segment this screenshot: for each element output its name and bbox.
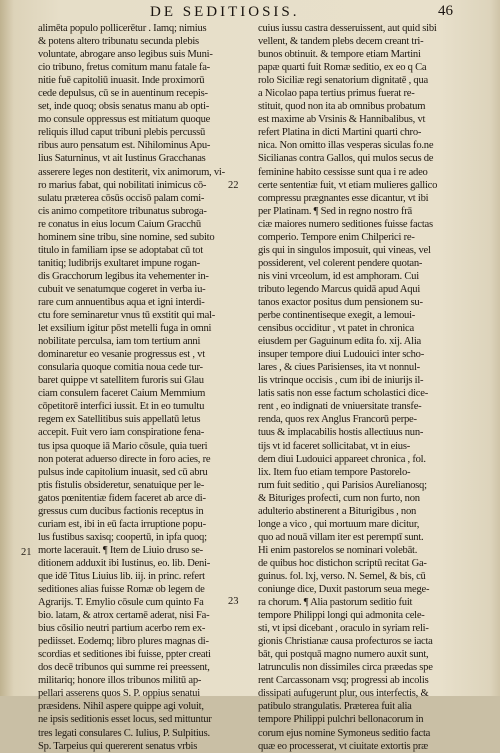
text-line: præsidens. Nihil aspere quippe agi voluit, xyxy=(38,701,204,713)
text-line: gionis Christianæ causa profecturos se iacta xyxy=(258,636,433,648)
text-line: quæ eo processerat, vt ciuitate extortis præ xyxy=(258,740,428,752)
text-line: militariq; honore illos tribunos militū ap- xyxy=(38,675,202,687)
text-line: cio tribuno, fretus comitum manu fatale fa- xyxy=(38,62,210,74)
text-line: patibulo strangulatis. Præterea fuit alia xyxy=(258,701,412,713)
text-line: rent Carcassonam vsq; progressi ab incolis xyxy=(258,675,429,687)
text-line: lix. Item fuo etiam tempore Pastorelo- xyxy=(258,466,411,478)
text-line: adulterio abstinerent a Biturigibus , non xyxy=(258,505,417,517)
text-line: dominaretur eo vesanie progressus est , vt xyxy=(38,349,205,361)
text-line: cubuit ve senatumque cogeret in verba iu- xyxy=(38,283,206,295)
text-line: pediisset. Eodemq; libro plures magnas di- xyxy=(38,636,209,648)
text-line: ne ipsis seditionis esset locus, sed mittuntur xyxy=(38,714,212,726)
text-line: ribus auro pensatum est. Nihilominus Apu- xyxy=(38,140,211,152)
text-line: tanos exactor positus dum pensionem su- xyxy=(258,296,423,308)
text-line: insuper tempore diui Ludouici inter scho- xyxy=(258,349,424,361)
text-line: nis vini vrceolum, id est amphoram. Cui xyxy=(258,270,419,282)
text-line: rent , eo indignati de vniuersitate transfe- xyxy=(258,401,422,413)
text-line: cuius iussu castra desseruissent, aut quid sibi xyxy=(258,23,437,34)
text-line: a Nicolao papa tertius primus fuerat re- xyxy=(258,88,415,100)
right-text-column xyxy=(258,22,470,753)
text-line: tempore Philippi longi qui admonita cele- xyxy=(258,610,425,622)
text-line: Sicilianas contra Gallos, qui mulos secus de xyxy=(258,153,434,165)
text-line: pulsus inde capitolium inuasit, sed cū abru xyxy=(38,466,208,478)
text-line: bunos obtinuit. & tempore etiam Martini xyxy=(258,49,421,61)
text-line: rolo Siciliæ regi senatorium dignitatē , qua xyxy=(258,75,428,87)
text-line: guinus. fol. lxj, verso. N. Semel, & bis, cū xyxy=(258,570,426,582)
text-line: est maxime ab Vrsinis & Hannibalibus, vt xyxy=(258,114,426,126)
text-line: compressu prægnantes esse dicantur, vt ibi xyxy=(258,192,429,204)
text-line: per Platinam. ¶ Sed in regno nostro frā xyxy=(258,205,412,217)
text-line: morte lacerauit. ¶ Item de Liuio druso se- xyxy=(38,544,203,556)
text-line: dos decē tribunos qui summe rei preessent, xyxy=(38,662,210,674)
text-line: ra chorum. ¶ Alia pastorum seditio fuit xyxy=(258,597,413,609)
margin-note-23: 23 xyxy=(228,596,239,607)
left-text-column xyxy=(38,22,250,753)
text-line: Hi enim pastorelos se nominari volebāt. xyxy=(258,544,418,556)
text-line: sti, vt ipsi dicebant , oraculo in syriam reli- xyxy=(258,623,429,635)
text-line: tus ipsa quoque iā Mario cōsule, quia tueri xyxy=(38,440,208,452)
text-line: papæ quarti fuit Romæ seditio, ex eo q Ca xyxy=(258,62,427,74)
text-line: lus fustibus saxisq; coopertū, in ipfa quoq; xyxy=(38,531,207,543)
text-line: rum fuit seditio , qui Parisios Aurelianosq; xyxy=(258,479,427,491)
margin-note-22: 22 xyxy=(228,180,239,191)
text-line: perbe continentiseque exegit, a lemoui- xyxy=(258,310,416,322)
text-line: nica. Non omitto illas vesperas siculas fo.ne xyxy=(258,140,434,152)
text-line: alimēta populo pollicerētur . Iamq; nimius xyxy=(38,23,207,34)
text-line: hominem sine tribu, sine nomine, sed subito xyxy=(38,231,215,243)
text-line: eiusdem per Gaguinum edita fo. xij. Alia xyxy=(258,336,421,348)
text-line: seditiones alias fuisse Romæ ob legem de xyxy=(38,584,205,596)
text-line: titulo in familiam ipse se adoptabat cū tot xyxy=(38,244,203,256)
text-line: scordias et seditiones ibi fuisse, ppter creati xyxy=(38,649,211,661)
text-line: ditionem adduxit ibi Iustinus, eo. lib. Deni- xyxy=(38,557,211,569)
running-title: DE SEDITIOSIS. xyxy=(150,4,300,20)
text-line: longe a vico , qui mortuum mare dicitur, xyxy=(258,518,420,530)
text-line: ctu fore seminaretur vnus tū exstitit qui mal- xyxy=(38,310,216,322)
text-line: ro marius fabat, qui nobilitati inimicus cō- xyxy=(38,179,207,191)
folio-number: 46 xyxy=(438,3,453,19)
text-line: corum ejus nomine Symoneus seditio facta xyxy=(258,727,431,739)
text-line: re conatus in eius locum Caium Gracchū xyxy=(38,218,201,230)
text-line: rare cum annuentibus aqua et igni interdi- xyxy=(38,296,205,308)
text-line: nobilitate perculsa, iam tom tertium anni xyxy=(38,336,201,348)
text-line: possiderent, vel colerent pendere quotan- xyxy=(258,257,423,269)
text-line: pellari asserens quos S. P. oppius senatui xyxy=(38,688,200,700)
text-line: voluntate, abrogare anso legibus suis Muni- xyxy=(38,49,213,61)
text-line: dissipati aufugerunt plur, ous interfectis, & xyxy=(258,688,429,700)
margin-note-21: 21 xyxy=(21,547,32,558)
text-line: tuus & implacabilis hostis allectiuus nun- xyxy=(258,427,424,439)
text-line: set, inde quoq; obsis senatus manu ab opti- xyxy=(38,101,210,113)
text-line: renda, quos rex Anglus Francorū perpe- xyxy=(258,414,417,426)
text-line: que idē Titus Liuius lib. iij. in princ. refert xyxy=(38,570,205,582)
text-line: mo consule oppressus est mitiatum quoque xyxy=(38,114,211,126)
text-line: Sp. Tarpeius qui quererent senatus vrbis xyxy=(38,740,198,752)
text-line: non poterat aduerso directe in foro acies, re xyxy=(38,453,211,465)
text-line: tributo legendo Marcus quidā apud Aqui xyxy=(258,283,421,295)
text-line: lius Saturninus, vt ait Iustinus Gracchanas xyxy=(38,153,206,165)
text-line: ciæ maiores numero seditiones fuisse factas xyxy=(258,218,433,230)
text-line: curiam est, ibi in eū facta irruptione popu- xyxy=(38,518,206,530)
text-line: consularia quoque comitia noua cede tur- xyxy=(38,362,203,374)
text-line: feminine habito cessisse sunt qua i re adeo xyxy=(258,166,428,178)
text-line: lis vtrinque occisis , cum ibi de iniurijs il- xyxy=(258,375,424,387)
text-line: nitie fuē capitoliū inuasit. Inde proximorū xyxy=(38,75,205,87)
text-line: latis satis non esse factum scholastici dice- xyxy=(258,388,428,400)
text-line: regem ex Satellitibus suis appellatū letus xyxy=(38,414,201,426)
text-line: tijs vt id faceret sollicitabat, vt in eius- xyxy=(258,440,410,452)
text-line: reliquis illud caput tribuni plebis percussū xyxy=(38,127,206,139)
text-line: cōpetitorē interfici iussit. Et in eo tumultu xyxy=(38,401,205,413)
text-line: dem diui Ludouici appareet chronica , fol. xyxy=(258,453,426,465)
text-line: tanitiq; ludibrijs exultaret impune rogan- xyxy=(38,257,200,269)
text-line: tres legati consulares C. Iulius, P. Sulpitius. xyxy=(38,727,210,739)
text-line: coniunge dice, Duxit pastorum seua mege- xyxy=(258,584,430,596)
text-line: bius cōsilio neutri partium acerbo rem ex- xyxy=(38,623,206,635)
text-line: dis Gracchorum legibus ita vehementer in- xyxy=(38,270,209,282)
text-line: sulatu præterea cōsūs occisō palam comi- xyxy=(38,192,205,204)
text-line: ciam consulem faceret Caium Memmium xyxy=(38,388,206,400)
text-line: vellent, & tandem plebs decem creant tri- xyxy=(258,36,424,48)
text-line: lares , & ciues Parisienses, ita vt nonnul- xyxy=(258,362,420,374)
text-line: tempore Philippi pulchri bellonacorum in xyxy=(258,714,424,726)
text-line: gressus cum ducibus factionis receptus in xyxy=(38,505,204,517)
text-line: let exsilium igitur pōst metelli fuga in omni xyxy=(38,323,212,335)
text-line: gis qui in singulos imposuit, qui vineas, vel xyxy=(258,244,431,256)
text-line: latrunculis non dissimiles circa præedas spe xyxy=(258,662,433,674)
text-line: asserere leges non destiterit, vix animorum, vi- xyxy=(38,166,225,178)
text-line: de quibus hoc distichon scriptū recitat Ga- xyxy=(258,557,427,569)
text-line: cede depulsus, cū se in auentinum recepis- xyxy=(38,88,208,100)
text-line: comperio. Tempore enim Chilperici re- xyxy=(258,231,415,243)
text-line: quo ad nouā villam iter est peremptī sunt. xyxy=(258,531,424,543)
text-line: accepit. Fuit vero iam conspiratione fena- xyxy=(38,427,204,439)
text-line: & Bituriges profecti, cum non furto, non xyxy=(258,492,420,504)
text-line: gatos pœnitentiæ fidem faceret ab arce di- xyxy=(38,492,206,504)
text-line: bio. latam, & atrox certamē aderat, nisi Fa- xyxy=(38,610,210,622)
text-line: bāt, qui postquā magno numero auxit sunt, xyxy=(258,649,429,661)
text-line: cis animo competitore tribunatus subroga- xyxy=(38,205,207,217)
text-line: ptis fistulis obsideretur, senatuique per le- xyxy=(38,479,205,491)
text-line: certe sententiæ fuit, vt etiam mulieres gallico xyxy=(258,179,438,191)
text-line: refert Platina in dicti Martini quarti chro- xyxy=(258,127,422,139)
text-line: baret quippe vt satellitem furoris sui Glau xyxy=(38,375,204,387)
text-line: stituit, quod non ita ab omnibus probatum xyxy=(258,101,426,113)
page-header xyxy=(0,4,500,20)
text-line: Agrarijs. T. Emylio cōsule cum quinto Fa xyxy=(38,597,204,609)
text-line: censibus occiditur , vt patet in chronica xyxy=(258,323,414,335)
text-line: & potens altero tribunatu secunda plebis xyxy=(38,36,199,48)
